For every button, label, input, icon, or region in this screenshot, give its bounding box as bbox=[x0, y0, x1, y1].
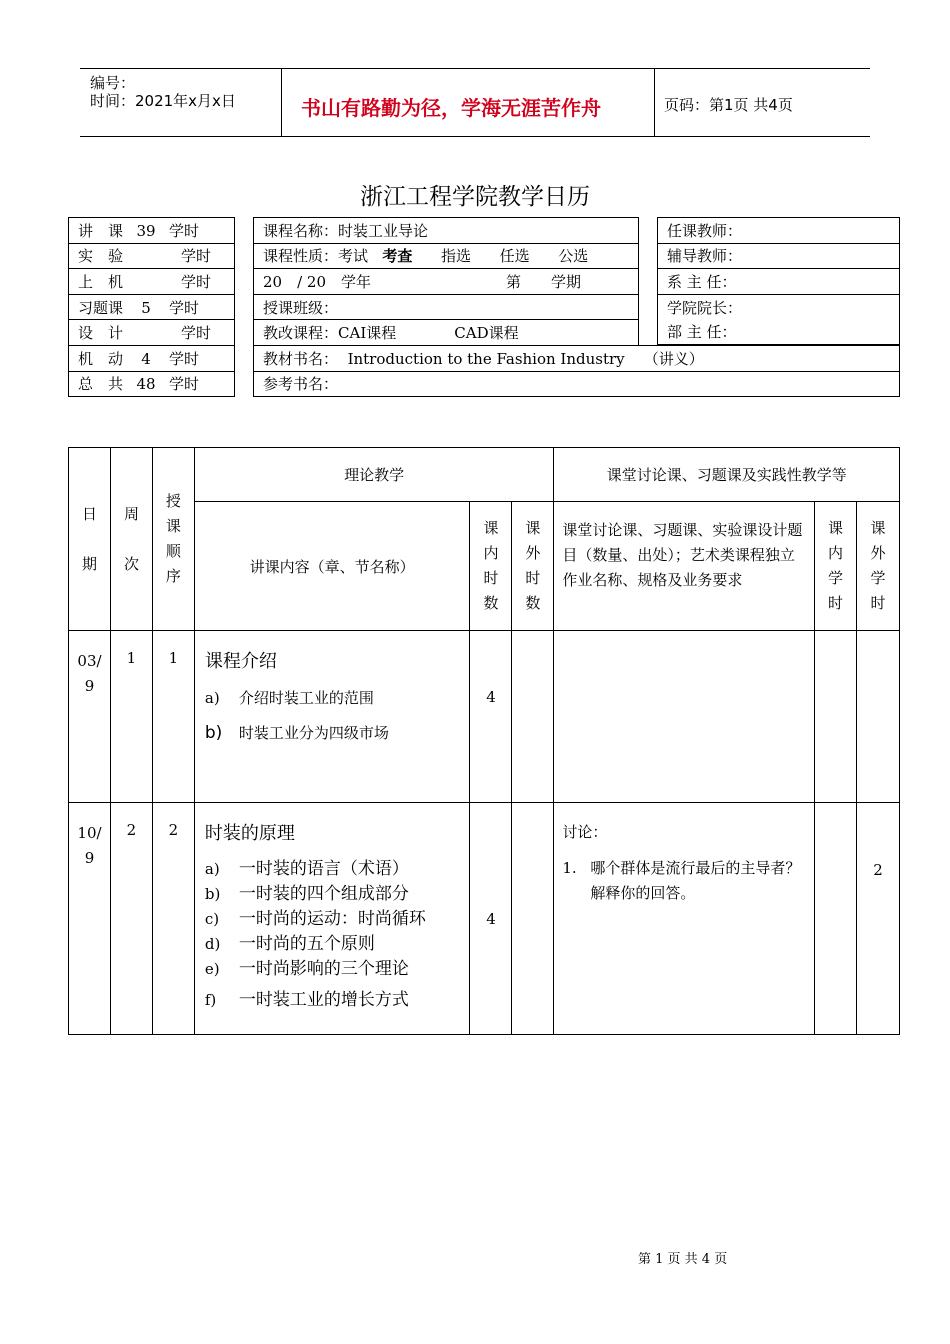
lecture-item bbox=[205, 957, 462, 982]
header-char: 顺 bbox=[165, 542, 181, 560]
row-practice bbox=[554, 803, 815, 1035]
hours-unit: 学时 bbox=[169, 298, 200, 317]
course-semester: 第 学期 bbox=[506, 272, 582, 291]
hours-value: 48 bbox=[136, 375, 156, 394]
item-text: 介绍时装工业的范围 bbox=[238, 689, 374, 707]
header-char: 周 bbox=[123, 504, 139, 523]
course-name: 课程名称：时装工业导论 bbox=[254, 218, 639, 244]
item-text: 一时装的语言（术语） bbox=[238, 859, 409, 879]
row-order: 2 bbox=[152, 803, 194, 1035]
reform-label: 教改课程： bbox=[263, 324, 339, 343]
course-year: 20 / 20 学年 bbox=[263, 272, 371, 291]
hours-label: 总 共 bbox=[78, 375, 124, 394]
assistant-label: 辅导教师： bbox=[658, 243, 900, 269]
hours-row bbox=[69, 345, 235, 371]
dept-head-label: 部 主 任： bbox=[658, 319, 900, 344]
row-practice-out: 2 bbox=[857, 803, 900, 1035]
item-marker: a) bbox=[204, 860, 220, 878]
row-date-text: 10/9 bbox=[77, 824, 102, 867]
hours-label: 实 验 bbox=[78, 247, 124, 266]
item-text: 一时尚的五个原则 bbox=[238, 934, 375, 954]
hours-value: 4 bbox=[141, 349, 151, 368]
teacher-label: 任课教师： bbox=[658, 218, 900, 244]
header-char: 日 bbox=[81, 504, 97, 523]
hours-row bbox=[69, 371, 235, 397]
course-term bbox=[254, 269, 639, 295]
calendar-table bbox=[68, 447, 900, 1035]
item-marker: a) bbox=[204, 689, 220, 707]
header-divider bbox=[654, 68, 655, 136]
lecture-content-header: 讲课内容（章、节名称） bbox=[194, 502, 470, 631]
practice-in-hours-header bbox=[815, 502, 857, 631]
item-marker: d) bbox=[204, 935, 221, 953]
header-char: 次 bbox=[123, 554, 139, 573]
item-marker: e) bbox=[204, 960, 220, 978]
course-class: 授课班级： bbox=[254, 294, 639, 320]
item-text: 一时装工业的增长方式 bbox=[238, 990, 409, 1010]
lecture-item bbox=[205, 882, 462, 907]
hours-row bbox=[69, 269, 235, 295]
row-out-hours bbox=[512, 631, 554, 803]
hours-row bbox=[69, 243, 235, 269]
textbook-name: Introduction to the Fashion Industry bbox=[347, 349, 625, 368]
row-practice bbox=[554, 631, 815, 803]
table-row bbox=[69, 631, 900, 803]
hours-unit: 学时 bbox=[181, 272, 212, 291]
practice-header: 课堂讨论课、习题课及实践性教学等 bbox=[554, 448, 900, 502]
nature-option: 任选 bbox=[499, 247, 530, 266]
item-text: 一时尚的运动：时尚循环 bbox=[238, 909, 426, 929]
hours-value: 5 bbox=[141, 298, 151, 317]
header-char: 课 bbox=[870, 519, 886, 537]
item-marker: b) bbox=[204, 723, 223, 743]
row-week: 2 bbox=[110, 803, 152, 1035]
hours-label: 上 机 bbox=[78, 272, 124, 291]
header-char: 学 bbox=[870, 569, 886, 587]
header-char: 期 bbox=[81, 554, 97, 573]
textbook-row bbox=[254, 346, 900, 372]
header-char: 外 bbox=[525, 544, 541, 562]
row-practice-in bbox=[815, 631, 857, 803]
hours-value: 39 bbox=[136, 221, 156, 240]
header-char: 内 bbox=[828, 544, 844, 562]
item-text: 时装工业分为四级市场 bbox=[238, 724, 389, 742]
item-text: 一时尚影响的三个理论 bbox=[238, 959, 409, 979]
course-reform bbox=[254, 320, 639, 346]
header-char: 数 bbox=[483, 594, 499, 612]
lecture-item bbox=[205, 857, 462, 882]
lecture-title: 时装的原理 bbox=[204, 823, 295, 844]
page-footer: 第 1 页 共 4 页 bbox=[638, 1252, 728, 1267]
col-week-header bbox=[110, 448, 152, 631]
item-marker: c) bbox=[204, 910, 220, 928]
lecture-item bbox=[205, 988, 462, 1013]
row-date bbox=[69, 803, 111, 1035]
header-char: 内 bbox=[483, 544, 499, 562]
item-text: 一时装的四个组成部分 bbox=[238, 884, 409, 904]
practice-out-hours-header bbox=[857, 502, 900, 631]
header-char: 课 bbox=[828, 519, 844, 537]
out-class-hours-header bbox=[512, 502, 554, 631]
hours-label: 机 动 bbox=[78, 349, 124, 368]
doc-title: 浙江工程学院教学日历 bbox=[360, 184, 590, 210]
lecture-item bbox=[205, 687, 462, 708]
practice-desc-header: 课堂讨论课、习题课、实验课设计题目（数量、出处）；艺术类课程独立作业名称、规格及业务要求 bbox=[554, 502, 815, 631]
header-char: 课 bbox=[525, 519, 541, 537]
header-char: 时 bbox=[828, 594, 844, 612]
row-practice-out bbox=[857, 631, 900, 803]
page-code: 页码：第1页 共4页 bbox=[664, 96, 793, 114]
in-class-hours-header bbox=[470, 502, 512, 631]
row-in-hours: 4 bbox=[470, 803, 512, 1035]
hours-label: 讲 课 bbox=[78, 221, 124, 240]
director-label: 系 主 任： bbox=[658, 269, 900, 295]
header-divider bbox=[281, 68, 282, 136]
item-marker: b) bbox=[204, 885, 221, 903]
header-char: 序 bbox=[165, 567, 181, 585]
row-lecture-content bbox=[194, 803, 470, 1035]
header-char: 授 bbox=[165, 492, 181, 510]
header-char: 时 bbox=[525, 569, 541, 587]
lecture-title: 课程介绍 bbox=[204, 651, 277, 672]
header-char: 外 bbox=[870, 544, 886, 562]
textbook-note: （讲义） bbox=[643, 349, 704, 368]
lecture-item bbox=[205, 907, 462, 932]
hours-row bbox=[69, 294, 235, 320]
time-label: 时间：2021年x月x日 bbox=[90, 92, 236, 110]
hours-unit: 学时 bbox=[169, 349, 200, 368]
serial-label: 编号： bbox=[90, 74, 136, 92]
item-marker: 1. bbox=[562, 859, 577, 877]
row-order: 1 bbox=[152, 631, 194, 803]
header-top-rule bbox=[80, 68, 870, 69]
table-row bbox=[69, 803, 900, 1035]
course-nature-label: 课程性质： bbox=[263, 247, 339, 266]
header-char: 数 bbox=[525, 594, 541, 612]
reform-cai: CAI课程 bbox=[338, 324, 397, 343]
row-out-hours bbox=[512, 803, 554, 1035]
hours-unit: 学时 bbox=[169, 375, 200, 394]
course-nature bbox=[254, 243, 639, 269]
nature-option: 指选 bbox=[440, 247, 471, 266]
hours-unit: 学时 bbox=[181, 324, 212, 343]
practice-item bbox=[562, 856, 806, 906]
motto: 书山有路勤为径，学海无涯苦作舟 bbox=[301, 96, 601, 120]
nature-option: 公选 bbox=[558, 247, 589, 266]
reference-row: 参考书名： bbox=[254, 371, 900, 397]
item-text: 哪个群体是流行最后的主导者？解释你的回答。 bbox=[590, 859, 801, 902]
hours-unit: 学时 bbox=[169, 221, 200, 240]
hours-row bbox=[69, 218, 235, 244]
header-char: 时 bbox=[870, 594, 886, 612]
row-in-hours: 4 bbox=[470, 631, 512, 803]
course-table bbox=[253, 217, 639, 346]
theory-header: 理论教学 bbox=[194, 448, 554, 502]
row-week: 1 bbox=[110, 631, 152, 803]
col-order-header bbox=[152, 448, 194, 631]
nature-option-selected: 考查 bbox=[382, 247, 413, 266]
textbook-label: 教材书名： bbox=[263, 349, 339, 368]
row-practice-in bbox=[815, 803, 857, 1035]
nature-option: 考试 bbox=[338, 247, 369, 266]
header-char: 时 bbox=[483, 569, 499, 587]
hours-unit: 学时 bbox=[181, 247, 212, 266]
hours-label: 设 计 bbox=[78, 324, 124, 343]
hours-row bbox=[69, 320, 235, 346]
header-char: 课 bbox=[483, 519, 499, 537]
practice-title: 讨论： bbox=[562, 823, 608, 841]
item-marker: f) bbox=[204, 991, 217, 1009]
textbook-table bbox=[253, 345, 900, 397]
row-date bbox=[69, 631, 111, 803]
col-date-header bbox=[69, 448, 111, 631]
staff-table bbox=[657, 217, 900, 345]
row-lecture-content bbox=[194, 631, 470, 803]
hours-table bbox=[68, 217, 235, 397]
lecture-item bbox=[205, 932, 462, 957]
lecture-item bbox=[205, 722, 462, 743]
dean-label: 学院院长： bbox=[658, 294, 900, 319]
reform-cad: CAD课程 bbox=[454, 324, 519, 343]
hours-label: 习题课 bbox=[78, 298, 124, 317]
header-bottom-rule bbox=[80, 136, 870, 137]
header-char: 学 bbox=[828, 569, 844, 587]
row-date-text: 03/9 bbox=[77, 652, 102, 695]
header-char: 课 bbox=[165, 517, 181, 535]
